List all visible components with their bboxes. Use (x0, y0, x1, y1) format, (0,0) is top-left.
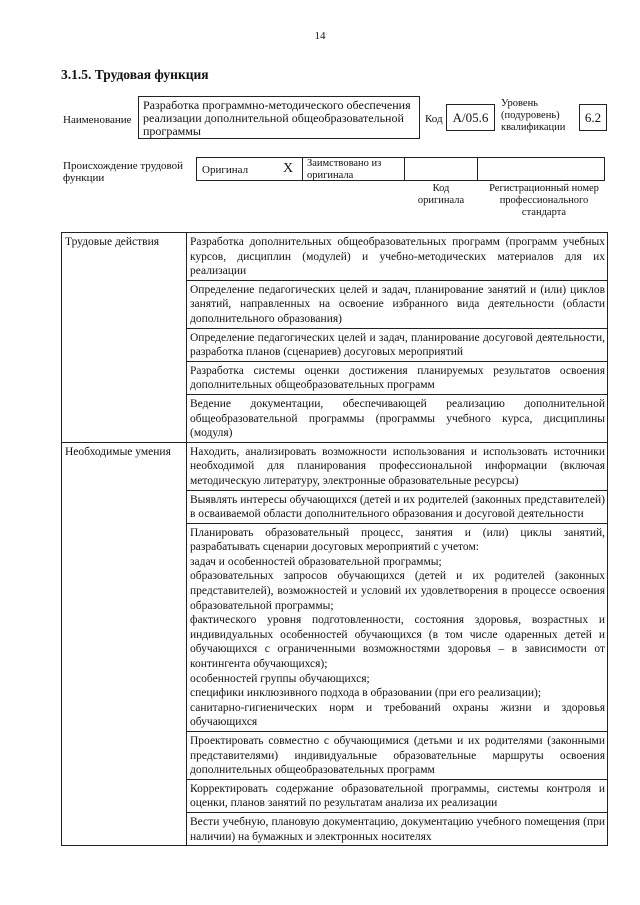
required-skills-label: Необходимые умения (62, 442, 187, 845)
list-item: Определение педагогических целей и задач, планирование досуговой деятельности, разработка планов (сценариев) досуговых мероприятий (187, 328, 608, 361)
planning-intro: Планировать образовательный процесс, занятия и (или) циклы занятий, разрабатывать сценарии досуговых мероприятий с учетом: (190, 526, 605, 554)
divider (404, 157, 405, 181)
planning-subitem: образовательных запросов обучающихся (детей и их родителей (законных представителей), возможностей и условий их удовлетворения в процессе освоения образовательной программы; (190, 570, 605, 612)
list-item: Выявлять интересы обучающихся (детей и их родителей (законных представителей) в осваиваемой области дополнительного образования и досуговой деятельности (187, 490, 608, 523)
origin-label: Происхождение трудовой функции (63, 160, 184, 184)
code-label: Код (425, 113, 443, 125)
planning-subitem: особенностей группы обучающихся; (190, 672, 370, 685)
list-item: Корректировать содержание образовательной программы, системы контроля и оценки, планов занятий по результатам анализа их реализации (187, 779, 608, 812)
list-item-planning (187, 523, 608, 731)
labor-actions-label: Трудовые действия (62, 233, 187, 443)
planning-subitem: задач и особенностей образовательной программы; (190, 555, 442, 568)
section-title: 3.1.5. Трудовая функция (61, 67, 209, 82)
level-label: Уровень (подуровень) квалификации (501, 98, 566, 133)
function-table (61, 232, 608, 846)
planning-subitem: специфики инклюзивного подхода в образовании (при его реализации); (190, 687, 542, 700)
name-label: Наименование (63, 114, 132, 126)
reg-number-label: Регистрационный номер профессионального стандарта (489, 183, 599, 218)
function-code: A/05.6 (446, 104, 495, 131)
list-item: Ведение документации, обеспечивающей реализацию дополнительной общеобразовательной программы (программы учебного курса, дисциплины (модуля) (187, 394, 608, 442)
page-number: 14 (314, 30, 326, 42)
divider (302, 157, 303, 181)
original-label: Оригинал (202, 164, 249, 176)
list-item: Находить, анализировать возможности использования и использовать источники необходимой для планирования профессиональной информации (включая методическую литературу, электронные образовательные ресурсы) (187, 442, 608, 490)
list-item: Проектировать совместно с обучающимися (детьми и их родителями (законными представителями) индивидуальные образовательные маршруты освоения дополнительных общеобразовательных программ (187, 732, 608, 780)
origin-box (196, 157, 605, 181)
divider (477, 157, 478, 181)
table-row (62, 442, 608, 490)
planning-subitem: фактического уровня подготовленности, состояния здоровья, возрастных и индивидуальных особенностей обучающихся (в том числе одаренных детей и обучающихся с ограниченными возможностями здоровья – в зависимости от контингента обучающихся); (190, 614, 605, 671)
list-item: Разработка дополнительных общеобразовательных программ (программ учебных курсов, дисциплин (модулей) и учебно-методических материалов для их реализации (187, 233, 608, 281)
table-row (62, 233, 608, 281)
code-original-label: Код оригинала (417, 183, 465, 206)
original-mark: X (283, 161, 294, 176)
function-name: Разработка программно-методического обеспечения реализации дополнительной общеобразовательной программы (138, 96, 420, 139)
list-item: Разработка системы оценки достижения планируемых результатов освоения дополнительных общеобразовательных программ (187, 361, 608, 394)
planning-subitem: санитарно-гигиенических норм и требований охраны жизни и здоровья обучающихся (190, 701, 605, 729)
list-item: Определение педагогических целей и задач, планирование занятий и (или) циклов занятий, направленных на освоение избранного вида деятельности (области дополнительного образования) (187, 280, 608, 328)
qualification-level: 6.2 (579, 104, 607, 131)
list-item: Вести учебную, плановую документацию, документацию учебного помещения (при наличии) на бумажных и электронных носителях (187, 812, 608, 845)
borrowed-label: Заимствовано из оригинала (307, 158, 382, 181)
